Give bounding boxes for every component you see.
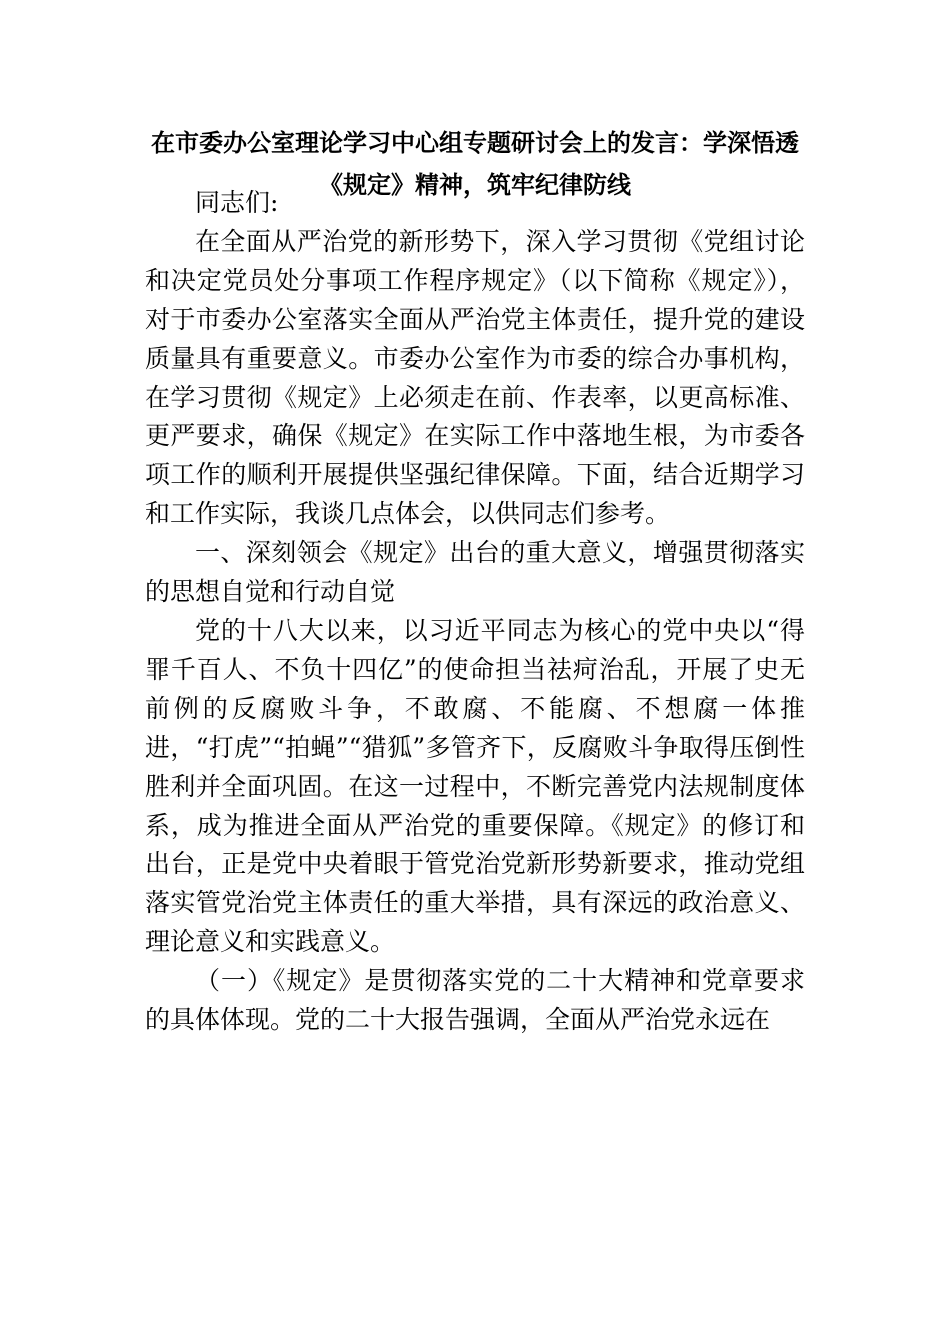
subsection-1-1: （一）《规定》是贯彻落实党的二十大精神和党章要求的具体体现。党的二十大报告强调，全面从严治党永远在 — [145, 966, 805, 1035]
document-title: 在市委办公室理论学习中心组专题研讨会上的发言：学深悟透《规定》精神，筑牢纪律防线 — [151, 129, 799, 199]
paragraph-intro: 在全面从严治党的新形势下，深入学习贯彻《党组讨论和决定党员处分事项工作程序规定》（以下简称《规定》），对于市委办公室落实全面从严治党主体责任，提升党的建设质量具有重要意义。市委办公室作为市委的综合办事机构，在学习贯彻《规定》上必须走在前、作表率，以更高标准、更严要求，确保《规定》在实际工作中落地生根，为市委各项工作的顺利开展提供坚强纪律保障。下面，结合近期学习和工作实际，我谈几点体会，以供同志们参考。 — [145, 226, 805, 529]
document-body — [145, 184, 805, 1040]
paragraph-section-1: 党的十八大以来，以习近平同志为核心的党中央以“得罪千百人、不负十四亿”的使命担当祛疴治乱，开展了史无前例的反腐败斗争，不敢腐、不能腐、不想腐一体推进，“打虎”“拍蝇”“猎狐”多管齐下，反腐败斗争取得压倒性胜利并全面巩固。在这一过程中，不断完善党内法规制度体系，成为推进全面从严治党的重要保障。《规定》的修订和出台，正是党中央着眼于管党治党新形势新要求，推动党组落实管党治党主体责任的重大举措，具有深远的政治意义、理论意义和实践意义。 — [145, 615, 805, 957]
section-heading-1: 一、深刻领会《规定》出台的重大意义，增强贯彻落实的思想自觉和行动自觉 — [145, 538, 805, 607]
salutation: 同志们: — [195, 188, 279, 217]
